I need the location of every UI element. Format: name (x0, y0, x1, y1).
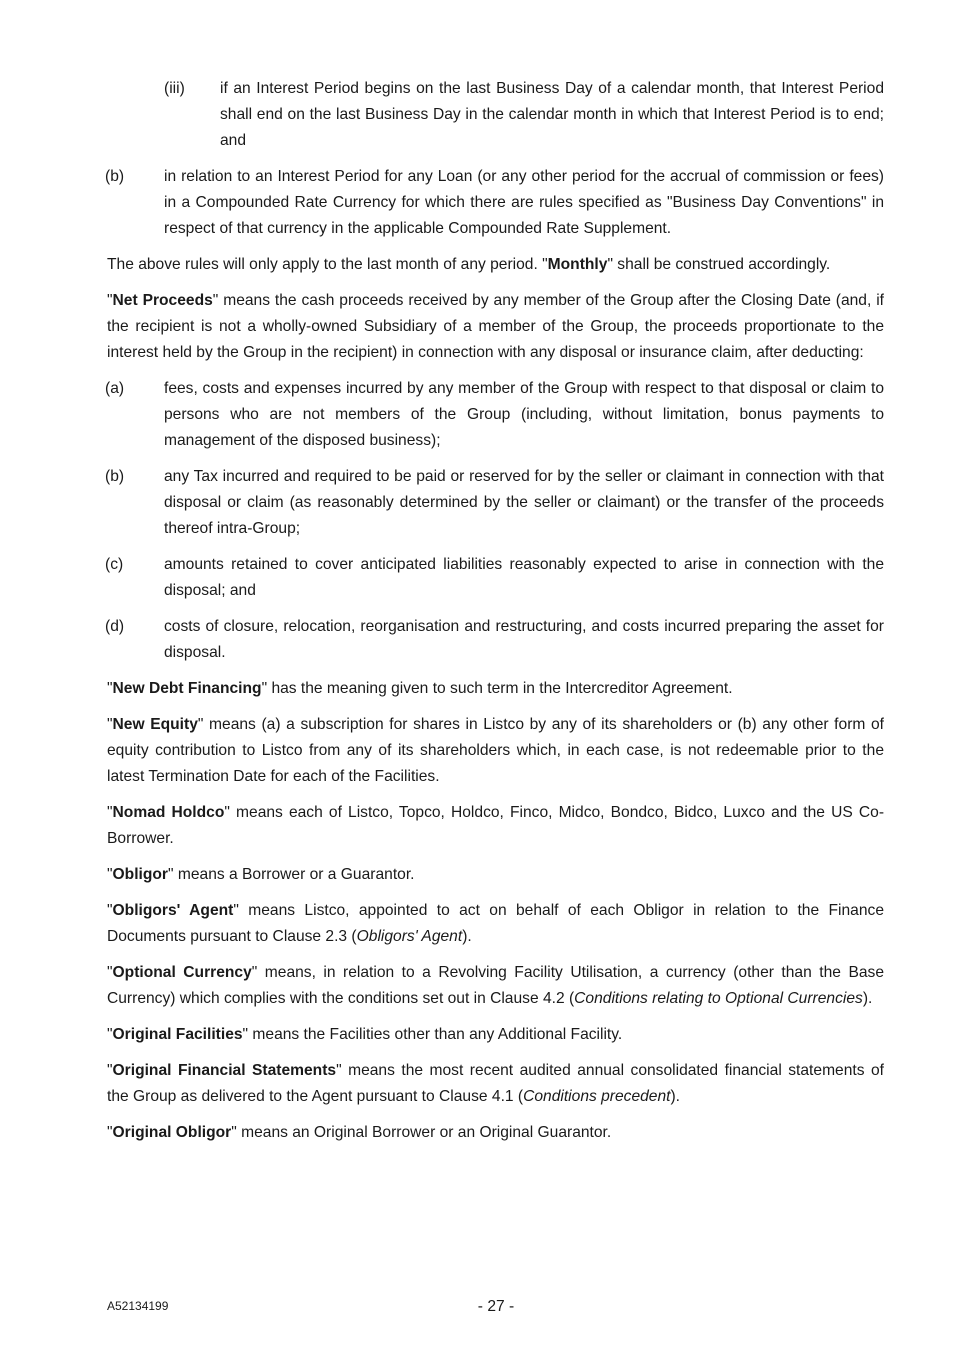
clause-reference: Conditions relating to Optional Currencies (574, 990, 863, 1007)
definition-obligor: "Obligor" means a Borrower or a Guarantor. (107, 866, 415, 883)
item-label: (b) (105, 468, 125, 485)
item-text: costs of closure, relocation, reorganisation and restructuring, and costs incurred preparing the asset for disposal. (164, 618, 884, 661)
definition-new-debt-financing: "New Debt Financing" has the meaning given to such term in the Intercreditor Agreement. (107, 680, 733, 697)
item-label: (a) (105, 380, 125, 397)
item-text: in relation to an Interest Period for any Loan (or any other period for the accrual of commission or fees) in a Compounded Rate Currency for which there are rules specified as "Business Day Conventions" in respect of that currency in the applicable Compounded Rate Supplement. (164, 168, 884, 237)
net-proceeds-item-b (105, 464, 884, 542)
item-label: (c) (105, 556, 124, 573)
definition-obligors-agent: "Obligors' Agent" means Listco, appointed to act on behalf of each Obligor in relation to the Finance Documents pursuant to Clause 2.3 (Obligors' Agent). (107, 902, 884, 945)
defined-term: New Equity (112, 716, 198, 733)
defined-term: Original Obligor (112, 1124, 232, 1141)
defined-term: New Debt Financing (112, 680, 262, 697)
definition-optional-currency: "Optional Currency" means, in relation to a Revolving Facility Utilisation, a currency (other than the Base Currency) which complies with the conditions set out in Clause 4.2 (Conditions relating to Optional Currencies). (107, 964, 884, 1007)
net-proceeds-item-a (105, 376, 884, 454)
document-reference: A52134199 (107, 1299, 169, 1313)
defined-term: Obligor (112, 866, 168, 883)
paragraph-monthly: The above rules will only apply to the last month of any period. "Monthly" shall be construed accordingly. (107, 256, 831, 273)
definition-net-proceeds: "Net Proceeds" means the cash proceeds received by any member of the Group after the Closing Date (and, if the recipient is not a wholly-owned Subsidiary of a member of the Group, the proceeds proportionate to the interest held by the Group in the recipient) in connection with any disposal or insurance claim, after deducting: (107, 292, 884, 361)
item-label: (d) (105, 618, 125, 635)
item-text: amounts retained to cover anticipated liabilities reasonably expected to arise in connection with the disposal; and (164, 556, 884, 599)
clause-reference: Conditions precedent (523, 1088, 671, 1105)
item-label: (b) (105, 168, 125, 185)
clause-item-b (105, 164, 884, 242)
defined-term: Net Proceeds (112, 292, 213, 309)
document-page (107, 76, 884, 1156)
defined-term: Optional Currency (112, 964, 252, 981)
definition-new-equity: "New Equity" means (a) a subscription for shares in Listco by any of its shareholders or (b) any other form of equity contribution to Listco from any of its shareholders which, in each case, is not redeemable prior to the latest Termination Date for each of the Facilities. (107, 716, 884, 785)
item-text: if an Interest Period begins on the last Business Day of a calendar month, that Interest Period shall end on the last Business Day in the calendar month in which that Interest Period is to end; and (220, 80, 884, 149)
defined-term: Obligors' Agent (112, 902, 234, 919)
page-number: - 27 - (477, 1298, 515, 1315)
item-text: fees, costs and expenses incurred by any member of the Group with respect to that disposal or claim to persons who are not members of the Group (including, without limitation, bonus payments to management of the disposed business); (164, 380, 884, 449)
definition-original-obligor: "Original Obligor" means an Original Borrower or an Original Guarantor. (107, 1124, 612, 1141)
defined-term: Nomad Holdco (112, 804, 225, 821)
definition-original-facilities: "Original Facilities" means the Facilities other than any Additional Facility. (107, 1026, 623, 1043)
net-proceeds-item-d (105, 614, 884, 666)
clause-reference: Obligors' Agent (356, 928, 463, 945)
defined-term: Monthly (547, 256, 608, 273)
defined-term: Original Facilities (112, 1026, 243, 1043)
defined-term: Original Financial Statements (112, 1062, 337, 1079)
clause-item-iii (164, 76, 884, 154)
definition-nomad-holdco: "Nomad Holdco" means each of Listco, Topco, Holdco, Finco, Midco, Bondco, Bidco, Luxco and the US Co-Borrower. (107, 804, 885, 847)
net-proceeds-item-c (105, 552, 884, 604)
item-text: any Tax incurred and required to be paid or reserved for by the seller or claimant in connection with that disposal or claim (as reasonably determined by the seller or claimant) or the transfer of the proceeds thereof intra-Group; (164, 468, 884, 537)
item-label: (iii) (164, 80, 185, 97)
definition-original-financial-statements: "Original Financial Statements" means the most recent audited annual consolidated financial statements of the Group as delivered to the Agent pursuant to Clause 4.1 (Conditions precedent). (107, 1062, 885, 1105)
